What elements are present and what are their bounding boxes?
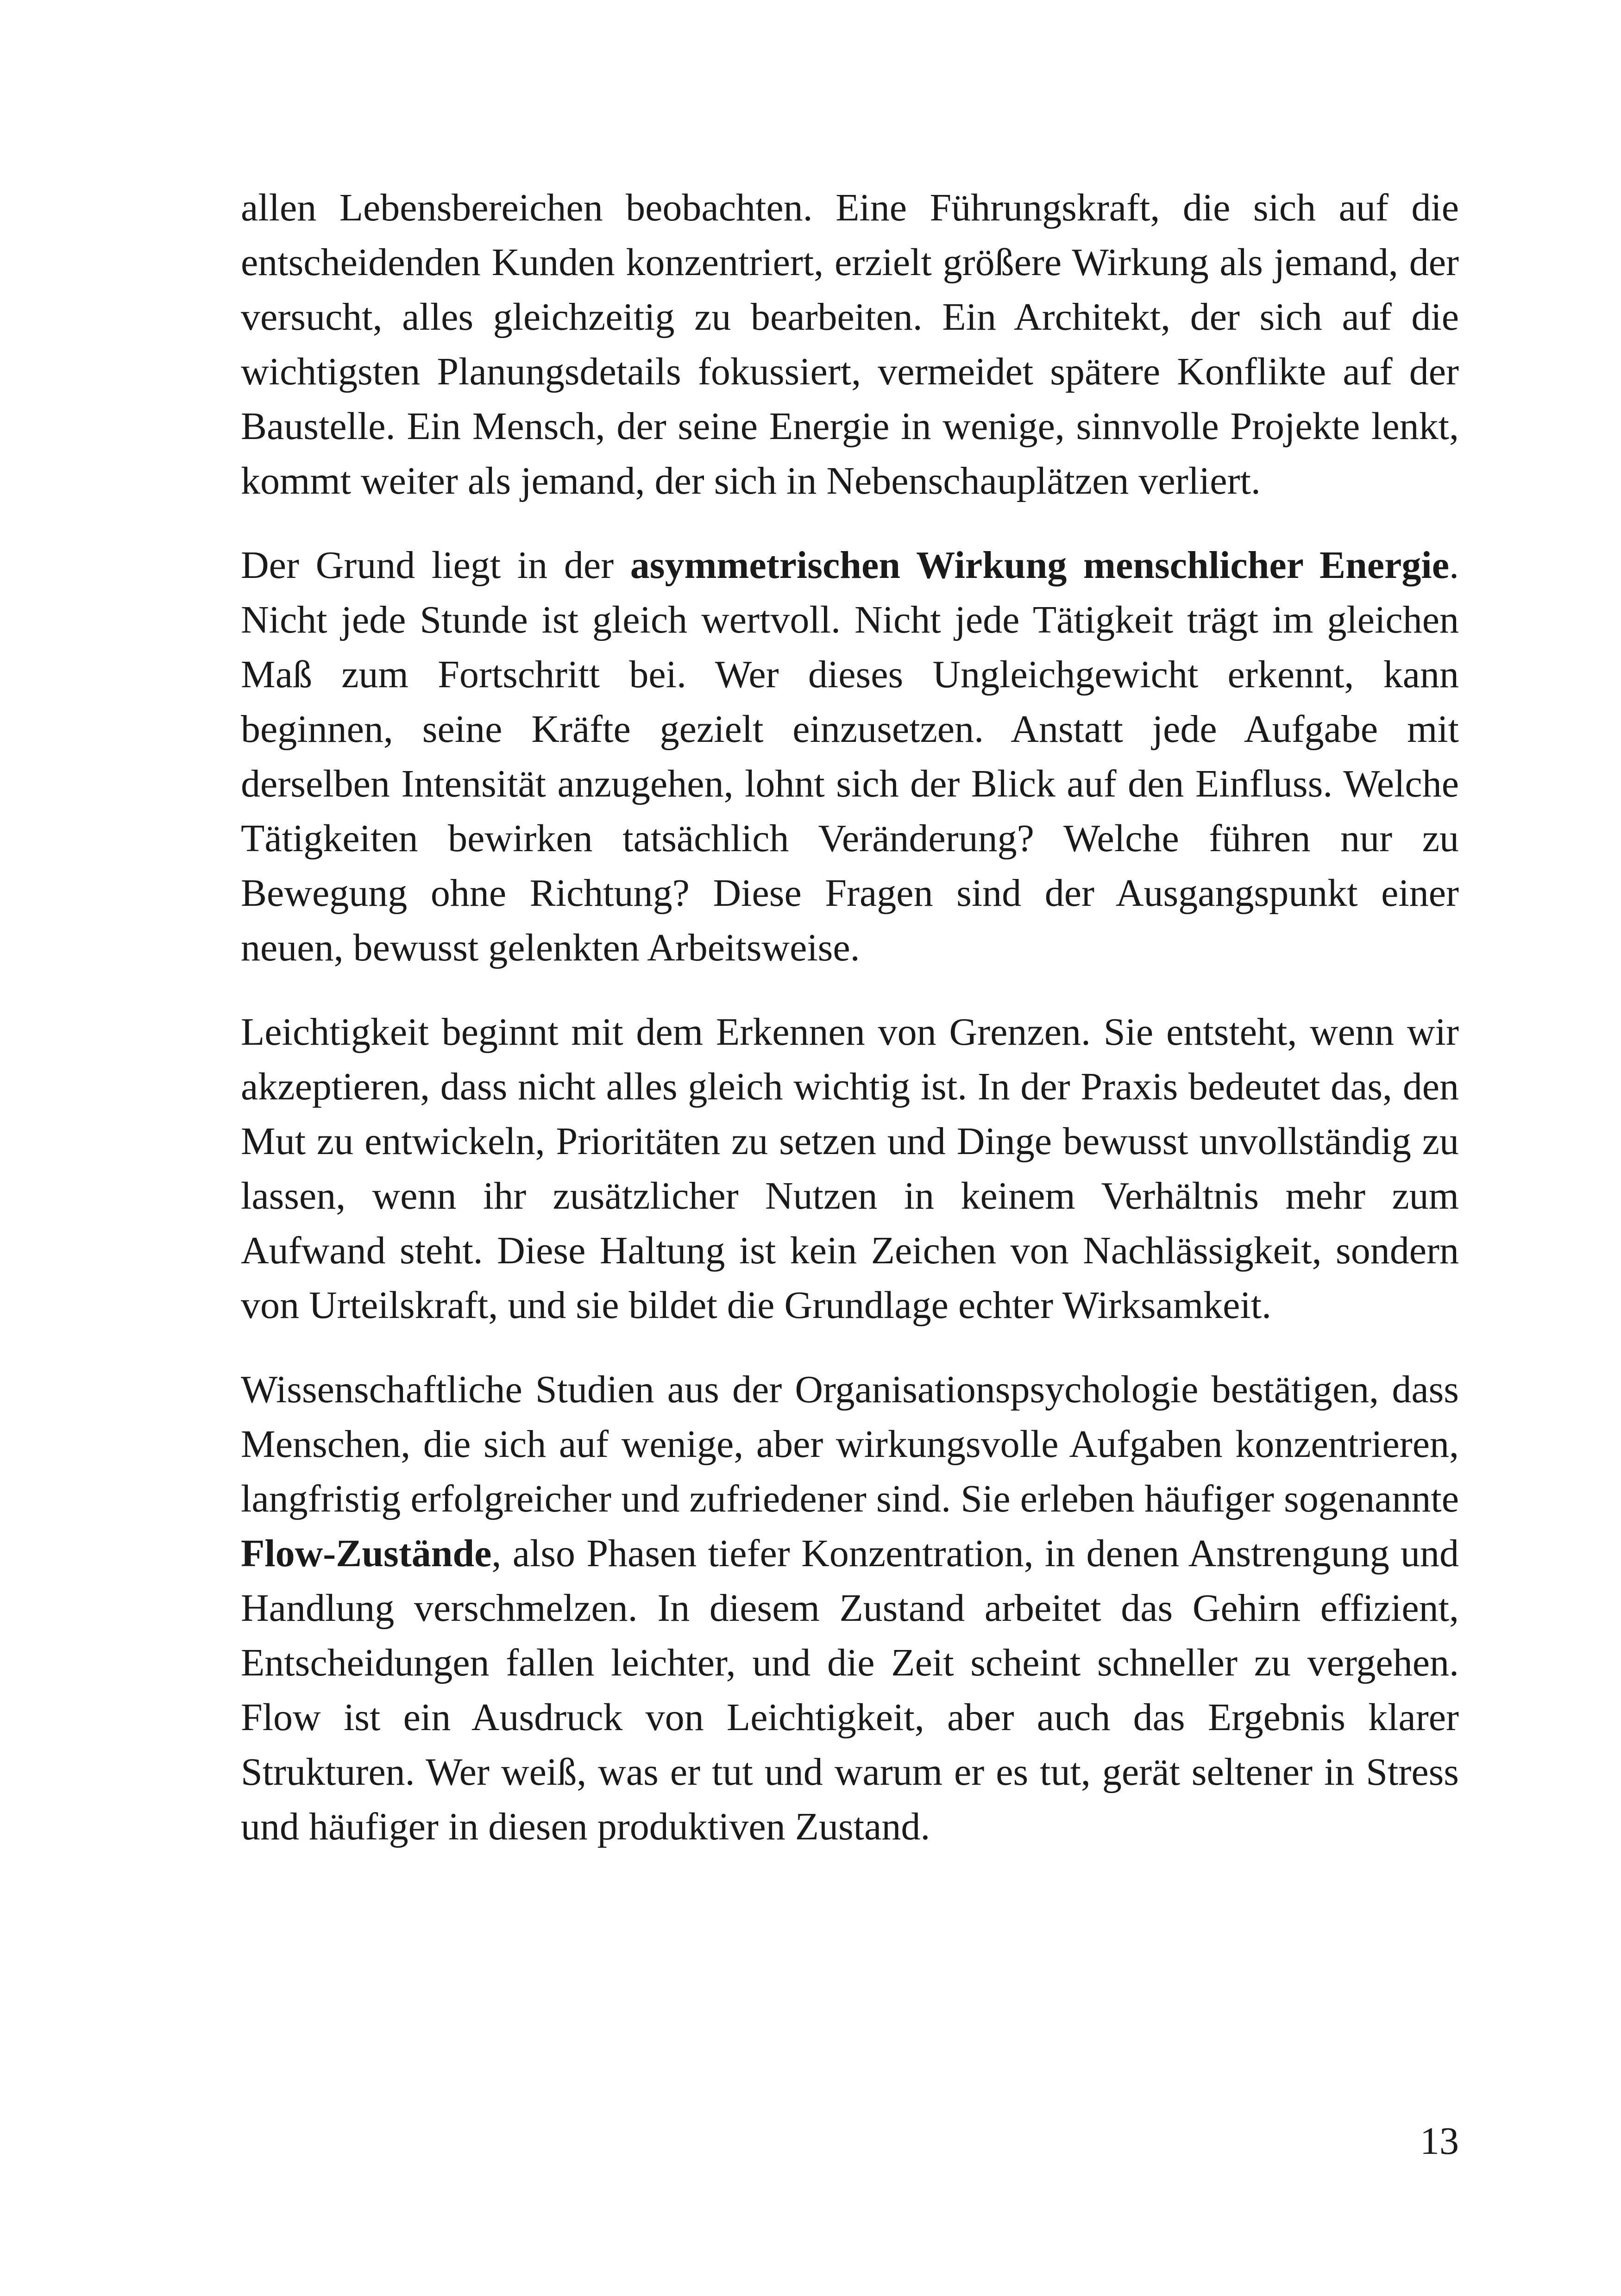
page-number: 13 — [1420, 2120, 1459, 2163]
paragraph-4 — [241, 1362, 1459, 1854]
paragraph-2-text-after: . Nicht jede Stunde ist gleich wertvoll. Nicht jede Tätigkeit trägt im gleichen Maß zum Fortschritt bei. Wer dieses Ungleichgewicht erkennt, kann beginnen, seine Kräfte gezielt einzusetzen. Anstatt jede Aufgabe mit derselben Intensität anzugehen, lohnt sich der Blick auf den Einfluss. Welche Tätigkeiten bewirken tatsächlich Veränderung? Welche führen nur zu Bewegung ohne Richtung? Diese Fragen sind der Ausgangspunkt einer neuen, bewusst gelenkten Arbeitsweise. — [241, 544, 1459, 969]
body-text — [241, 181, 1459, 1884]
paragraph-1-text: allen Lebensbereichen beobachten. Eine Führungskraft, die sich auf die entscheidenden Kunden konzentriert, erzielt größere Wirkung als jemand, der versucht, alles gleichzeitig zu bearbeiten. Ein Architekt, der sich auf die wichtigsten Planungsdetails fokussiert, vermeidet spätere Konflikte auf der Baustelle. Ein Mensch, der seine Energie in wenige, sinnvolle Projekte lenkt, kommt weiter als jemand, der sich in Nebenschauplätzen verliert. — [241, 186, 1459, 502]
paragraph-4-text-after: , also Phasen tiefer Konzentration, in denen Anstrengung und Handlung verschmelzen. In diesem Zustand arbeitet das Gehirn effizient, Entscheidungen fallen leichter, und die Zeit scheint schneller zu vergehen. Flow ist ein Ausdruck von Leichtigkeit, aber auch das Ergebnis klarer Strukturen. Wer weiß, was er tut und warum er es tut, gerät seltener in Stress und häufiger in diesen produktiven Zustand. — [241, 1532, 1459, 1848]
paragraph-1 — [241, 181, 1459, 508]
paragraph-3 — [241, 1005, 1459, 1333]
paragraph-4-text-before: Wissenschaftliche Studien aus der Organisationspsychologie bestätigen, dass Menschen, die sich auf wenige, aber wirkungsvolle Aufgaben konzentrieren, langfristig erfolgreicher und zufriedener sind. Sie erleben häufiger sogenannte — [241, 1368, 1459, 1520]
paragraph-2 — [241, 538, 1459, 975]
paragraph-2-text-before: Der Grund liegt in der — [241, 544, 630, 587]
paragraph-3-text: Leichtigkeit beginnt mit dem Erkennen von Grenzen. Sie entsteht, wenn wir akzeptieren, dass nicht alles gleich wichtig ist. In der Praxis bedeutet das, den Mut zu entwickeln, Prioritäten zu setzen und Dinge bewusst unvollständig zu lassen, wenn ihr zusätzlicher Nutzen in keinem Verhältnis mehr zum Aufwand steht. Diese Haltung ist kein Zeichen von Nachlässigkeit, sondern von Urteilskraft, und sie bildet die Grundlage echter Wirksamkeit. — [241, 1010, 1459, 1327]
paragraph-4-emphasis: Flow-Zustände — [241, 1532, 492, 1575]
paragraph-2-emphasis: asymmetrischen Wirkung menschlicher Energie — [630, 544, 1449, 587]
